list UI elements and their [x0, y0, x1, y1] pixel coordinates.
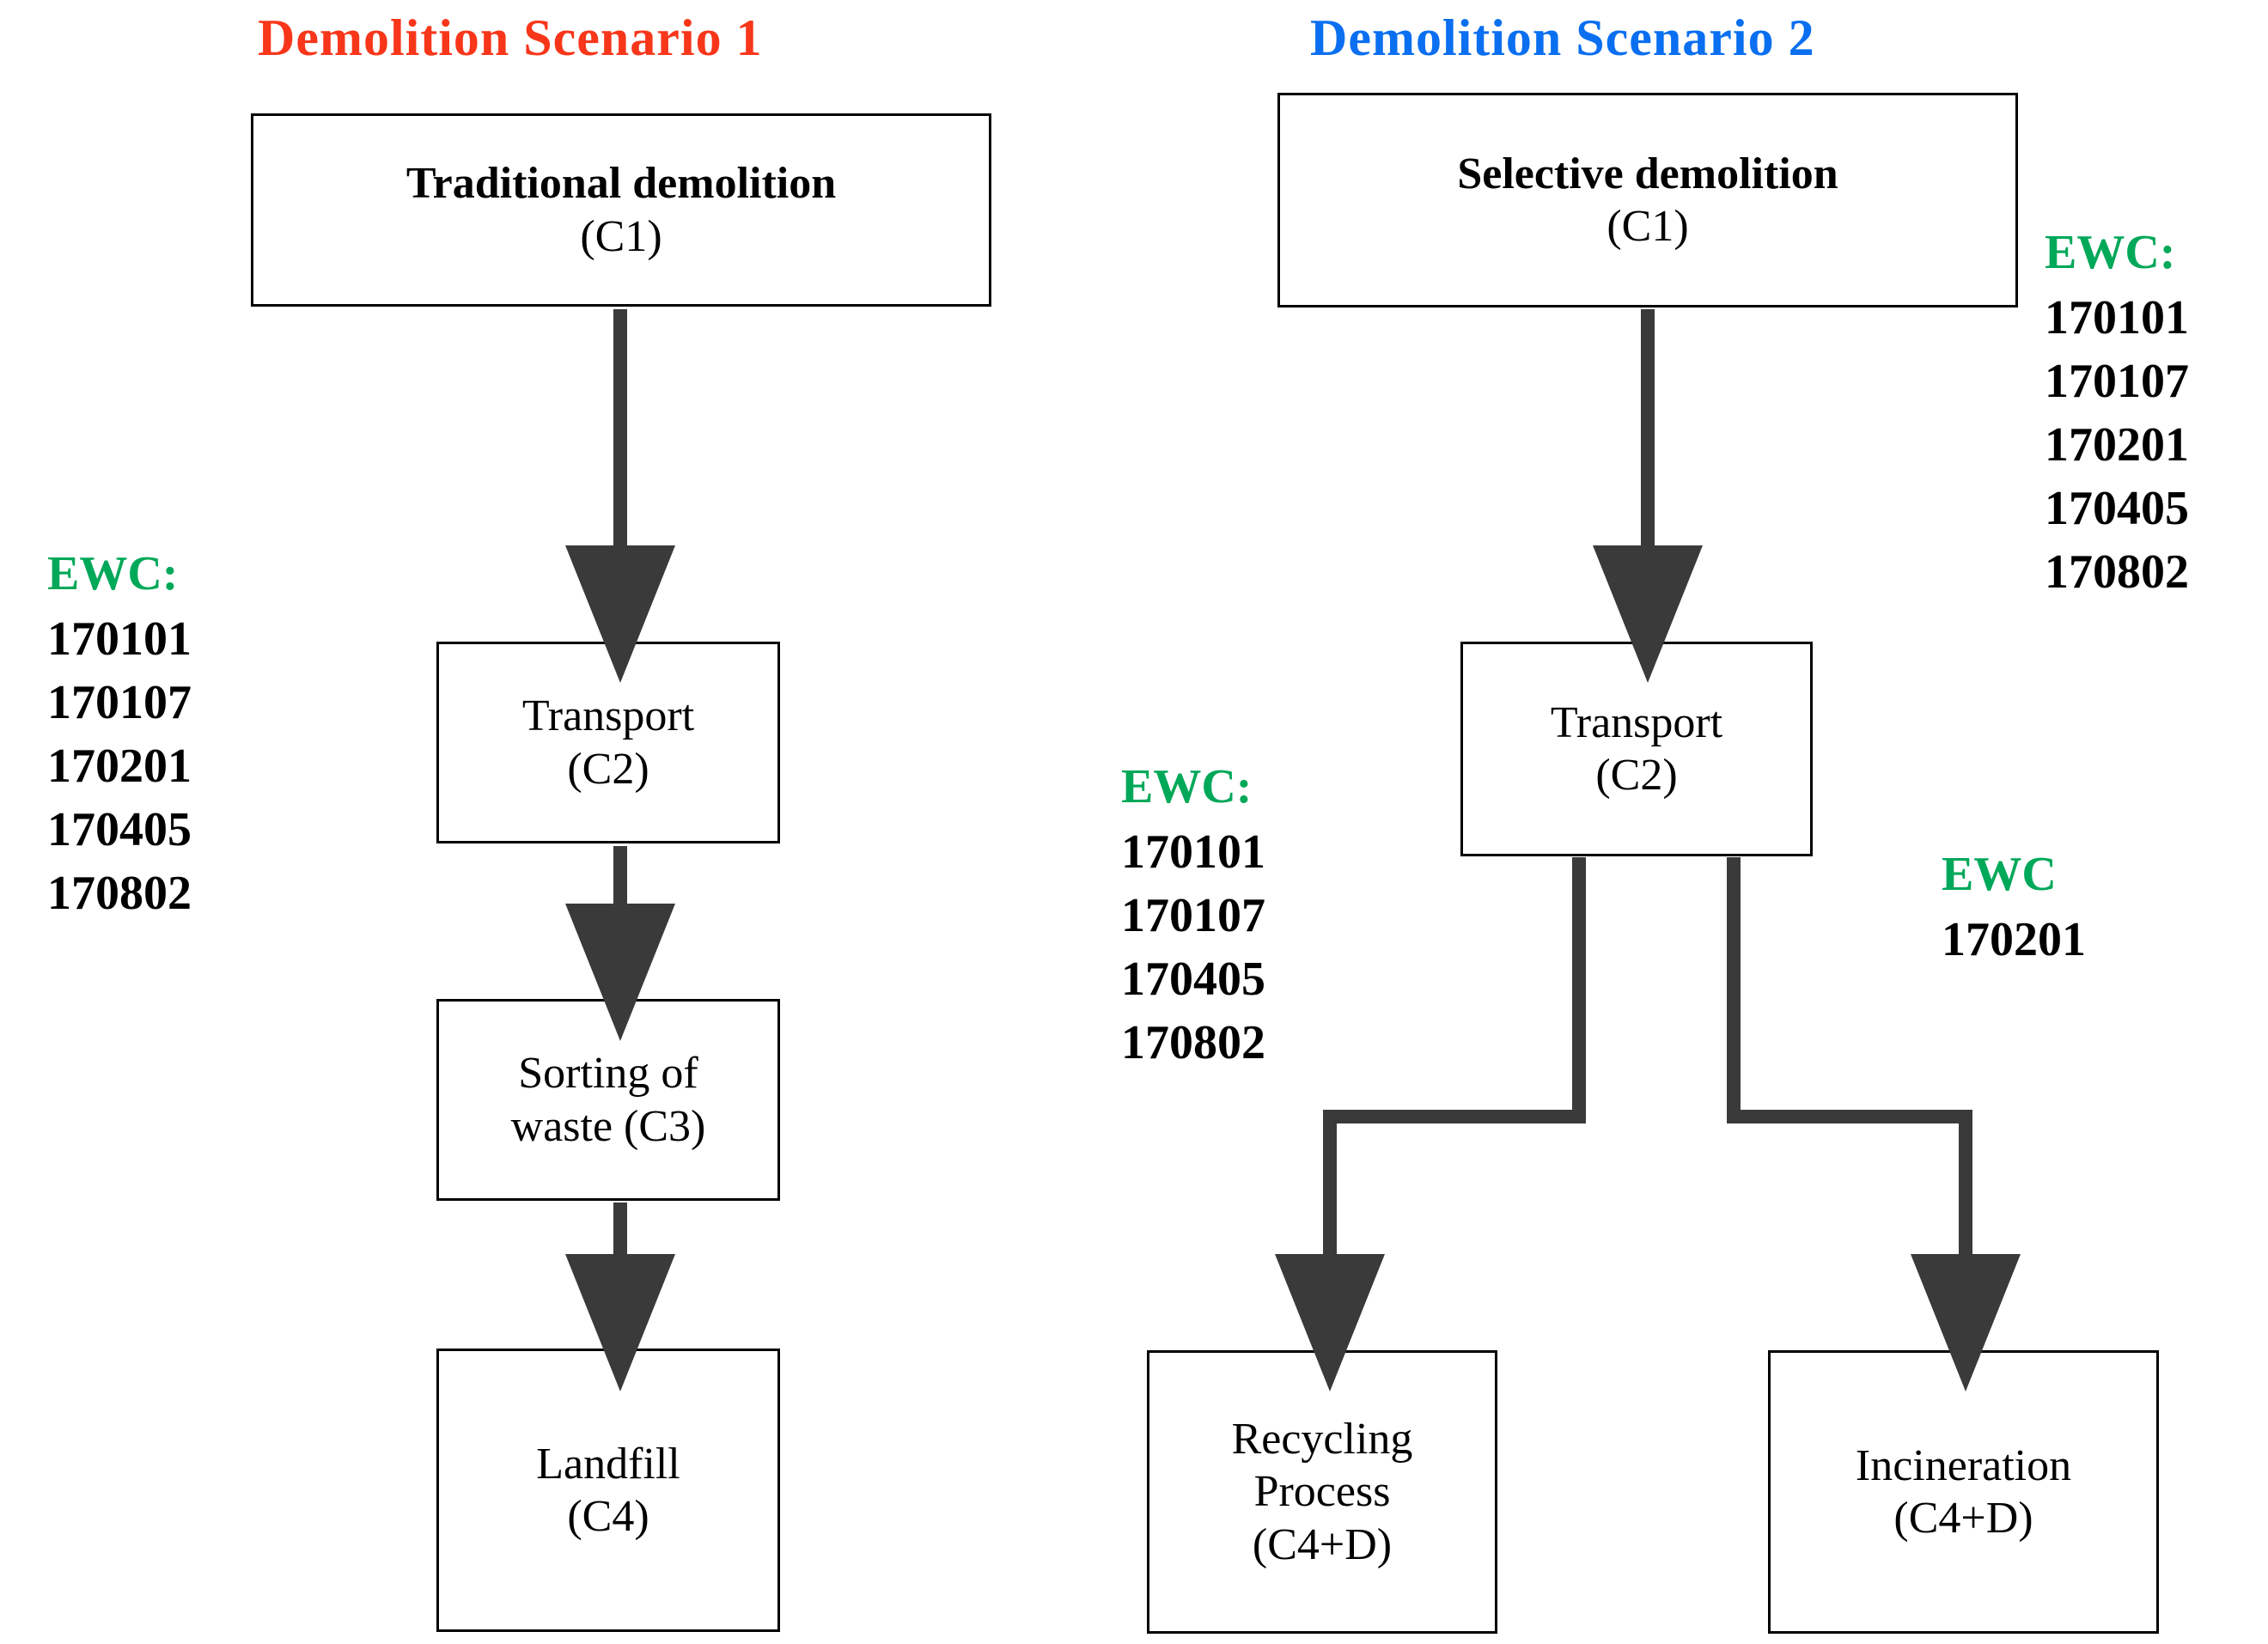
ewc-code: 170802: [47, 866, 192, 920]
box-label-line1: Selective demolition: [1457, 149, 1838, 198]
box-label-line1: Transport: [521, 691, 695, 741]
box-label-line1: Incineration: [1855, 1440, 2072, 1490]
box-label-line2: (C4+D): [1893, 1494, 2033, 1543]
ewc-code: 170107: [2045, 354, 2189, 408]
arrow-transport-to-incineration: [1734, 857, 1966, 1323]
box-incineration: [1768, 1350, 2159, 1634]
ewc-label: EWC:: [1121, 760, 1253, 813]
ewc-code: 170201: [2045, 417, 2189, 472]
box-label-line2: (C2): [1595, 751, 1678, 800]
ewc-list-scenario-1: [47, 543, 192, 925]
ewc-code: 170405: [47, 802, 192, 856]
box-label-line1: Recycling: [1231, 1414, 1413, 1464]
ewc-label: EWC:: [47, 547, 179, 600]
ewc-code: 170405: [2045, 481, 2189, 535]
ewc-code: 170101: [2045, 290, 2189, 344]
ewc-code: 170201: [47, 739, 192, 793]
ewc-code: 170101: [47, 612, 192, 666]
ewc-code: 170201: [1942, 912, 2086, 966]
ewc-code: 170405: [1121, 952, 1265, 1006]
ewc-label: EWC:: [2045, 226, 2176, 279]
box-label-line2: (C1): [580, 211, 662, 261]
ewc-code: 170107: [47, 675, 192, 729]
box-label-line3: (C4+D): [1252, 1519, 1393, 1569]
box-label-line2: (C4): [567, 1492, 649, 1541]
box-transport-scenario-2: [1460, 642, 1813, 856]
ewc-list-recycling: [1121, 756, 1265, 1075]
box-traditional-demolition: [251, 113, 991, 307]
box-label-line1: Sorting of: [518, 1049, 698, 1099]
ewc-code: 170101: [1121, 825, 1265, 879]
box-label-line1: Transport: [1550, 697, 1723, 747]
box-label-line2: (C1): [1606, 202, 1689, 251]
box-label-line2: Process: [1253, 1467, 1391, 1517]
box-sorting-of-waste: [436, 999, 780, 1201]
ewc-list-incineration: [1942, 843, 2086, 972]
ewc-code: 170802: [2045, 545, 2189, 599]
scenario-2-title: Demolition Scenario 2: [1310, 9, 1815, 66]
ewc-code: 170107: [1121, 888, 1265, 942]
box-label-line2: waste (C3): [510, 1101, 706, 1151]
box-selective-demolition: [1277, 93, 2018, 307]
arrow-transport-to-recycling: [1330, 857, 1579, 1323]
ewc-label: EWC: [1942, 848, 2057, 901]
box-landfill: [436, 1349, 780, 1632]
box-recycling-process: [1147, 1350, 1497, 1634]
box-label-line1: Landfill: [536, 1439, 680, 1489]
ewc-code: 170802: [1121, 1015, 1265, 1069]
box-label-line2: (C2): [567, 744, 649, 794]
scenario-1-title: Demolition Scenario 1: [258, 9, 763, 66]
box-transport-scenario-1: [436, 642, 780, 843]
box-label-line1: Traditional demolition: [405, 159, 837, 209]
ewc-list-scenario-2-input: [2045, 222, 2189, 604]
